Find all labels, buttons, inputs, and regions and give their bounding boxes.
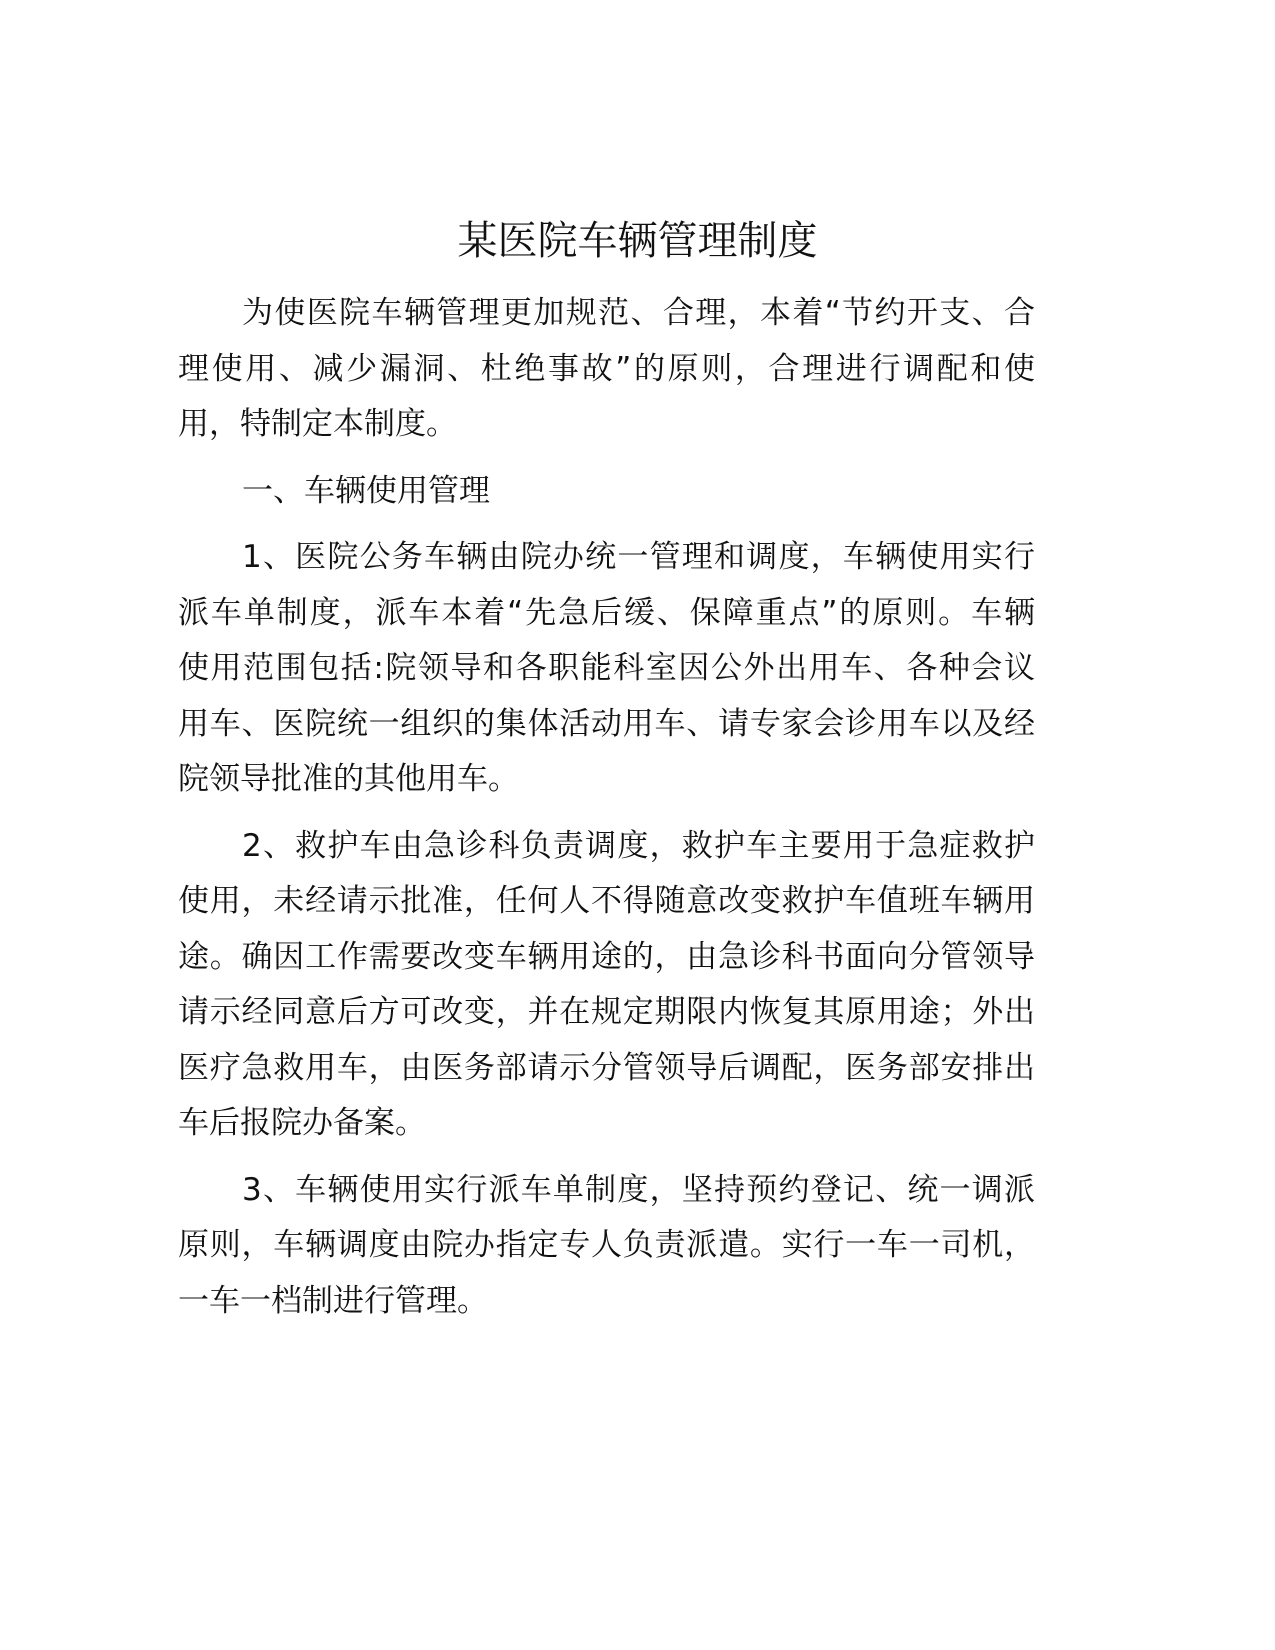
text-line: 2、救护车由急诊科负责调度，救护车主要用于急症救护 [242, 827, 1035, 864]
text-line: 一、车辆使用管理 [242, 472, 490, 509]
paragraph [178, 1163, 1035, 1330]
text-line: 途。确因工作需要改变车辆用途的，由急诊科书面向分管领导 [178, 938, 1035, 975]
text-line: 一车一档制进行管理。 [178, 1282, 488, 1319]
paragraph [178, 286, 1035, 453]
text-line: 院领导批准的其他用车。 [178, 761, 519, 797]
text-line: 使用范围包括:院领导和各职能科室因公外出用车、各种会议 [178, 650, 1035, 686]
text-line: 使用，未经请示批准，任何人不得随意改变救护车值班车辆用 [178, 883, 1035, 919]
text-line: 用，特制定本制度。 [178, 406, 457, 442]
text-line: 车后报院办备案。 [178, 1105, 426, 1141]
document-body [178, 286, 1035, 1340]
section-heading [178, 464, 1035, 520]
text-line: 1、医院公务车辆由院办统一管理和调度，车辆使用实行 [242, 539, 1035, 575]
text-line: 医疗急救用车，由医务部请示分管领导后调配，医务部安排出 [178, 1049, 1035, 1086]
paragraph [178, 530, 1035, 808]
text-line: 原则，车辆调度由院办指定专人负责派遣。实行一车一司机， [178, 1227, 1035, 1263]
paragraph [178, 819, 1035, 1152]
text-line: 3、车辆使用实行派车单制度，坚持预约登记、统一调派 [242, 1171, 1035, 1208]
text-line: 用车、医院统一组织的集体活动用车、请专家会诊用车以及经 [178, 705, 1035, 742]
text-line: 理使用、减少漏洞、杜绝事故”的原则，合理进行调配和使 [178, 350, 1035, 387]
text-line: 请示经同意后方可改变，并在规定期限内恢复其原用途；外出 [178, 994, 1035, 1030]
text-line: 为使医院车辆管理更加规范、合理，本着“节约开支、合 [242, 295, 1035, 331]
document-title: 某医院车辆管理制度 [457, 218, 818, 264]
text-line: 派车单制度，派车本着“先急后缓、保障重点”的原则。车辆 [178, 594, 1035, 631]
